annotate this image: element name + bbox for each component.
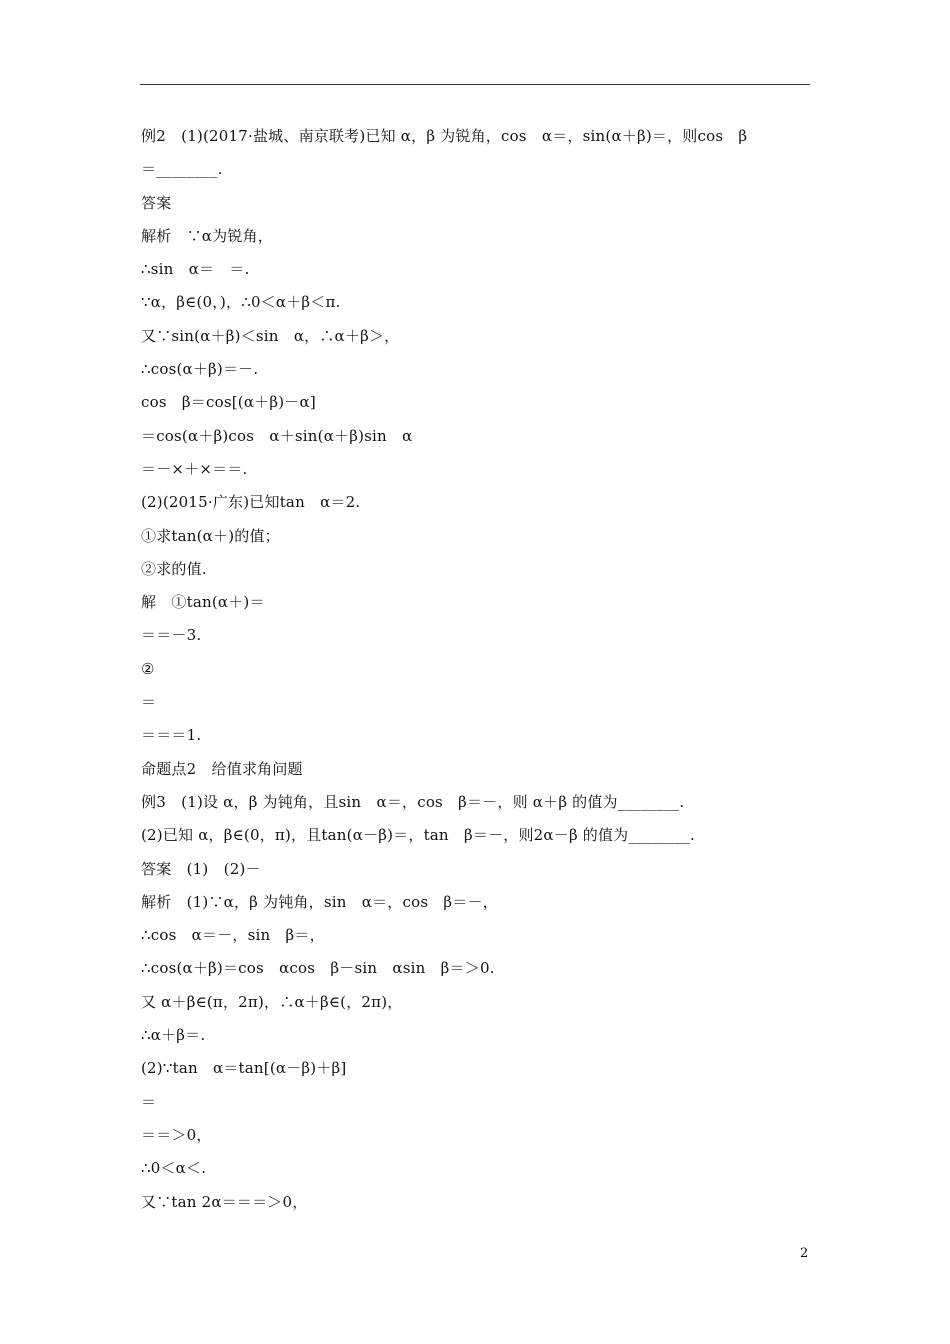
- text-line: ＝cos(α＋β)cos α＋sin(α＋β)sin α: [141, 426, 413, 445]
- text-line: ＝＝＞0，: [141, 1125, 212, 1144]
- text-line: 答案 (1) (2)－: [141, 859, 261, 878]
- text-line: ∴sin α＝ ＝.: [141, 260, 250, 279]
- text-line: ①求tan(α＋)的值；: [141, 526, 280, 545]
- text-line: ＝＝＝1.: [141, 726, 202, 745]
- text-line: ＝: [141, 693, 157, 712]
- text-line: ②: [141, 659, 155, 678]
- text-line: (2)已知 α，β∈(0，π)，且tan(α－β)＝，tan β＝－，则2α－β 的值为________.: [141, 826, 695, 845]
- text-line: ∵α，β∈(0，)，∴0＜α＋β＜π.: [141, 293, 341, 312]
- text-line: ＝－×＋×＝＝.: [141, 459, 248, 478]
- text-line: ∴α＋β＝.: [141, 1026, 206, 1045]
- document-body: [141, 125, 809, 1224]
- text-line: ＝＝－3.: [141, 626, 202, 645]
- text-line: 又∵sin(α＋β)＜sin α，∴α＋β＞，: [141, 326, 400, 345]
- text-line: ∴cos(α＋β)＝－.: [141, 360, 259, 379]
- text-line: 解析 ∵α为锐角，: [141, 226, 273, 245]
- text-line: 解 ①tan(α＋)＝: [141, 593, 265, 612]
- text-line: 解析 (1)∵α，β 为钝角，sin α＝，cos β＝－，: [141, 892, 498, 911]
- text-line: 例3 (1)设 α，β 为钝角，且sin α＝，cos β＝－，则 α＋β 的值为________.: [141, 792, 685, 811]
- text-line: ＝: [141, 1092, 157, 1111]
- text-line: ∴cos α＝－，sin β＝，: [141, 926, 325, 945]
- text-line: 例2 (1)(2017·盐城、南京联考)已知 α，β 为锐角，cos α＝，sin(α＋β)＝，则cos β: [141, 127, 748, 145]
- text-line: ∴0＜α＜.: [141, 1159, 207, 1178]
- header-rule: [140, 84, 810, 85]
- text-line: (2)(2015·广东)已知tan α＝2.: [141, 493, 361, 512]
- page-number: 2: [800, 1246, 809, 1261]
- text-line: ＝________.: [141, 160, 223, 179]
- text-line: 答案: [141, 193, 172, 212]
- text-line: cos β＝cos[(α＋β)－α]: [141, 393, 316, 412]
- text-line: (2)∵tan α＝tan[(α－β)＋β]: [141, 1059, 347, 1078]
- text-line: 又∵tan 2α＝＝＝＞0，: [141, 1192, 308, 1211]
- section-heading: 命题点2 给值求角问题: [141, 759, 303, 778]
- text-line: 又 α＋β∈(π，2π)，∴α＋β∈(，2π)，: [141, 992, 403, 1011]
- text-line: ②求的值.: [141, 559, 207, 578]
- text-line: ∴cos(α＋β)＝cos αcos β－sin αsin β＝＞0.: [141, 959, 495, 978]
